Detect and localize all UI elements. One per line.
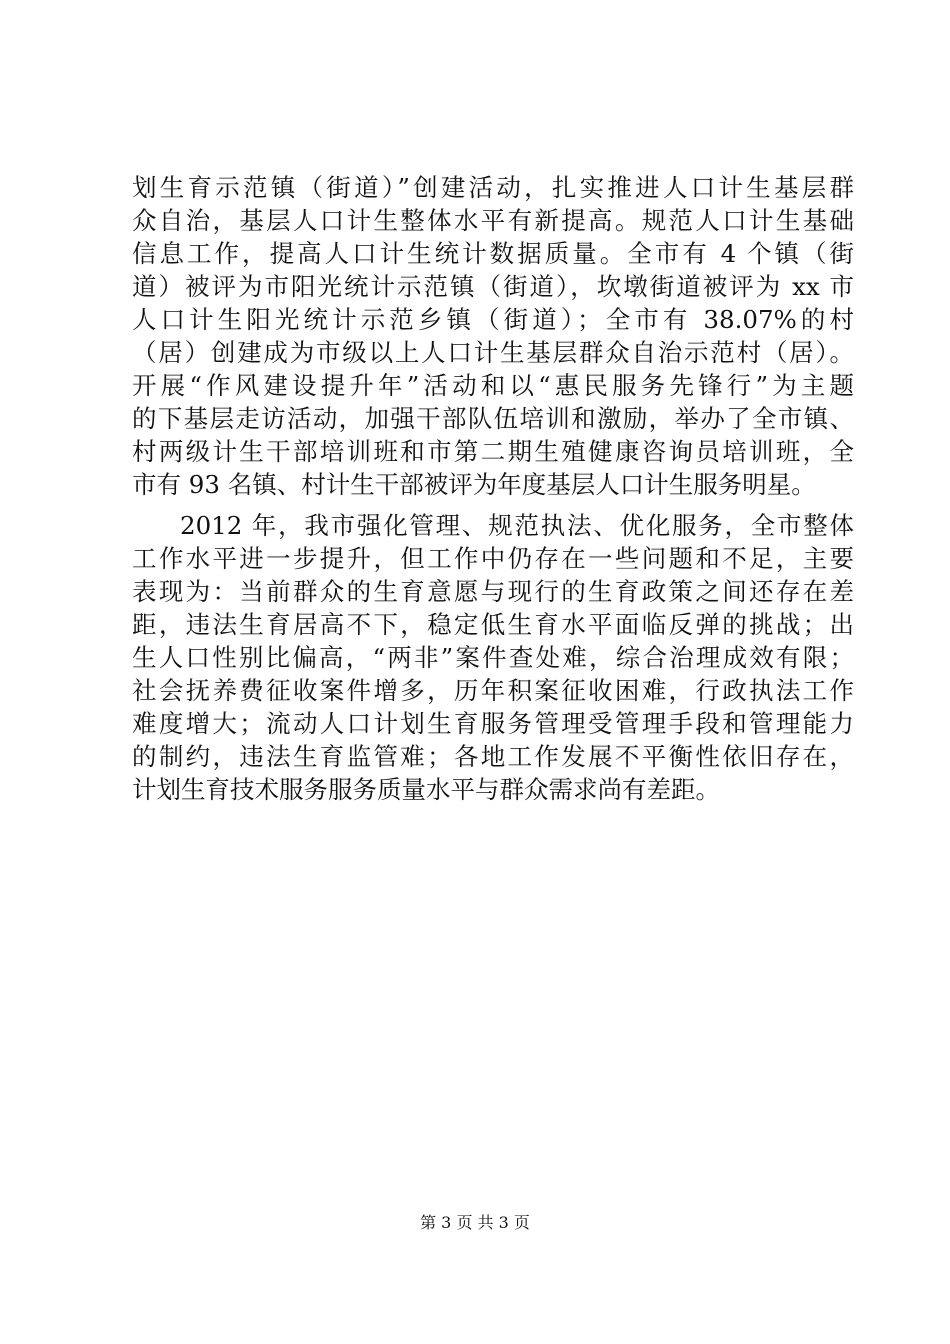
text-line: 工作水平进一步提升，但工作中仍存在一些问题和不足，主要 xyxy=(132,544,854,573)
text-line: 众自治，基层人口计生整体水平有新提高。规范人口计生基础 xyxy=(132,206,854,235)
text-line: 开展“作风建设提升年”活动和以“惠民服务先锋行”为主题 xyxy=(132,371,854,400)
text-line: （居）创建成为市级以上人口计生基层群众自治示范村（居）。 xyxy=(132,338,854,367)
paragraph-2 xyxy=(132,509,854,806)
text-line: 表现为：当前群众的生育意愿与现行的生育政策之间还存在差 xyxy=(132,577,854,606)
text-line: 计划生育技术服务服务质量水平与群众需求尚有差距。 xyxy=(132,775,720,804)
text-line: 市有 93 名镇、村计生干部被评为年度基层人口计生服务明星。 xyxy=(132,470,816,499)
text-line: 距，违法生育居高不下，稳定低生育水平面临反弹的挑战；出 xyxy=(132,610,854,639)
text-line: 生人口性别比偏高，“两非”案件查处难，综合治理成效有限； xyxy=(132,643,854,672)
text-line: 村两级计生干部培训班和市第二期生殖健康咨询员培训班，全 xyxy=(132,437,854,466)
text-line: 信息工作，提高人口计生统计数据质量。全市有 4 个镇（街 xyxy=(132,239,854,268)
text-line: 社会抚养费征收案件增多，历年积案征收困难，行政执法工作 xyxy=(132,676,854,705)
text-line: 的下基层走访活动，加强干部队伍培训和激励，举办了全市镇、 xyxy=(132,404,854,433)
text-line: 道）被评为市阳光统计示范镇（街道），坎墩街道被评为 xx 市 xyxy=(132,272,854,301)
page-number-footer: 第 3 页 共 3 页 xyxy=(420,1213,530,1232)
text-line: 划生育示范镇（街道）”创建活动，扎实推进人口计生基层群 xyxy=(132,173,854,202)
text-line: 人口计生阳光统计示范乡镇（街道）；全市有 38.07%的村 xyxy=(132,305,854,334)
paragraph-1 xyxy=(132,171,854,501)
text-line: 2012 年，我市强化管理、规范执法、优化服务，全市整体 xyxy=(180,511,854,540)
text-line: 的制约，违法生育监管难；各地工作发展不平衡性依旧存在， xyxy=(132,742,854,771)
text-line: 难度增大；流动人口计划生育服务管理受管理手段和管理能力 xyxy=(132,709,854,738)
